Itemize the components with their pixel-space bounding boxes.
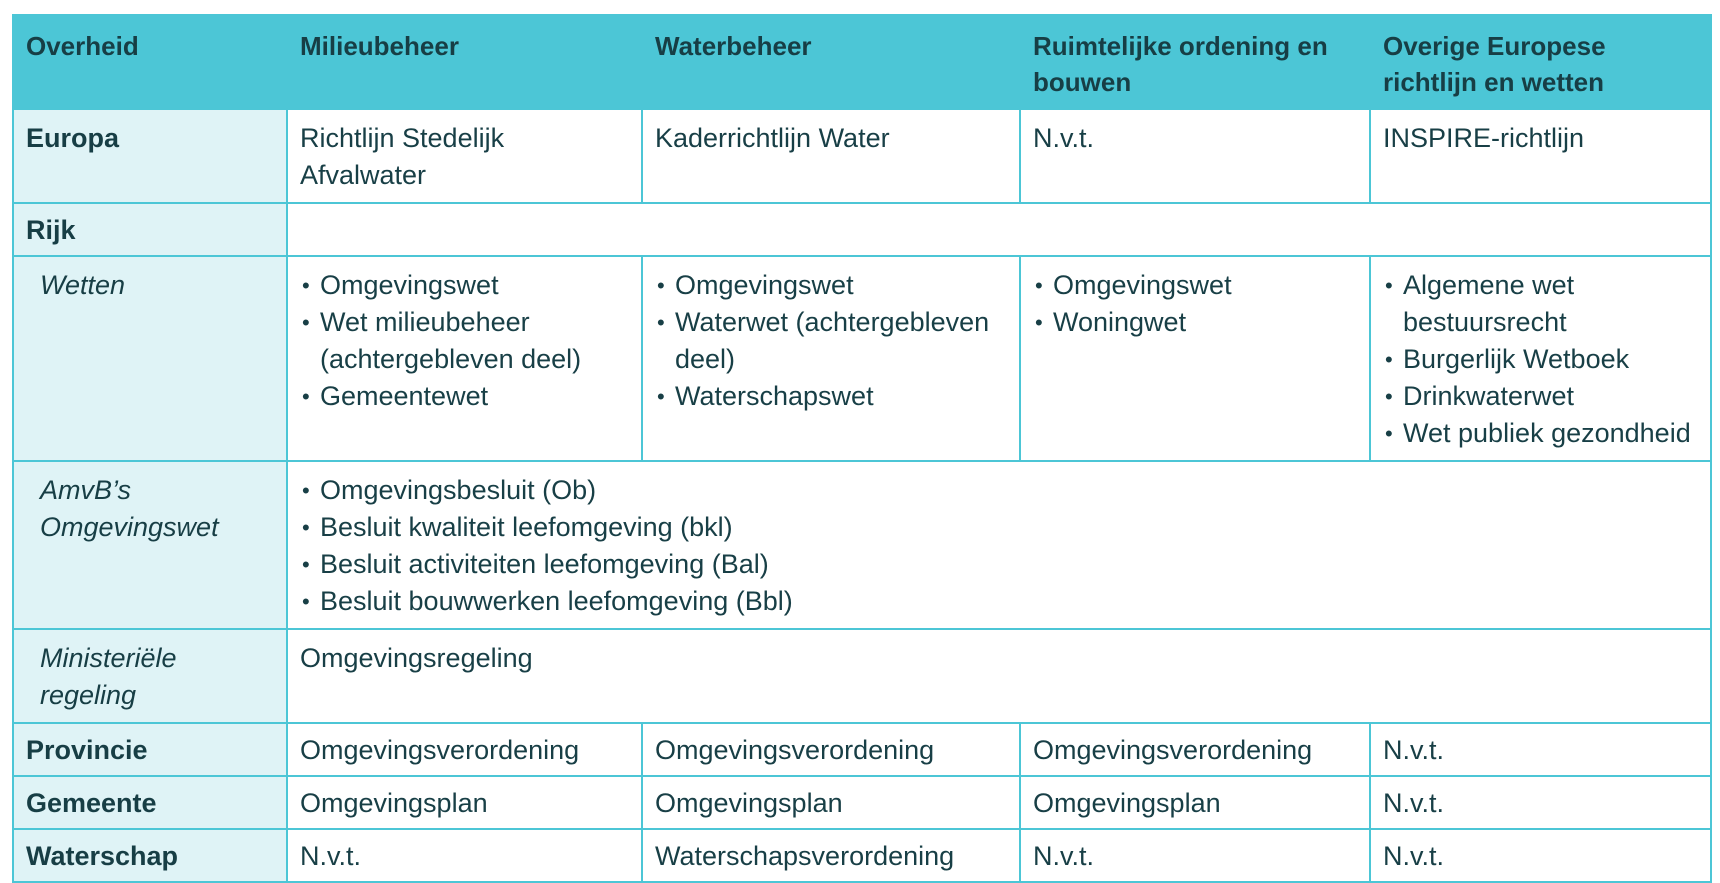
wetten-overig-list [1383, 267, 1696, 452]
header-overheid: Overheid [13, 15, 287, 109]
label-rijk: Rijk [13, 203, 287, 256]
row-ministerieel [13, 629, 1711, 723]
gemeente-overig: N.v.t. [1370, 776, 1711, 829]
wetten-ruimte-list [1033, 267, 1355, 341]
waterschap-water: Waterschapsverordening [642, 829, 1020, 882]
legislation-table-container [12, 14, 1710, 883]
rijk-empty-cell [287, 203, 1711, 256]
gemeente-water: Omgevingsplan [642, 776, 1020, 829]
list-item: • Wet milieubeheer (achtergebleven deel) [300, 304, 627, 378]
gemeente-milieu: Omgevingsplan [287, 776, 642, 829]
row-amvb [13, 461, 1711, 629]
amvb-list [300, 472, 1696, 620]
wetten-overig [1370, 256, 1711, 461]
provincie-ruimte: Omgevingsverordening [1020, 723, 1370, 776]
europa-milieu: Richtlijn Stedelijk Afvalwater [287, 109, 642, 203]
waterschap-overig: N.v.t. [1370, 829, 1711, 882]
list-item: • Waterwet (achtergebleven deel) [655, 304, 1005, 378]
provincie-water: Omgevingsverordening [642, 723, 1020, 776]
europa-overig: INSPIRE-richtlijn [1370, 109, 1711, 203]
gemeente-ruimte: Omgevingsplan [1020, 776, 1370, 829]
provincie-milieu: Omgevingsverordening [287, 723, 642, 776]
waterschap-milieu: N.v.t. [287, 829, 642, 882]
amvb-items [287, 461, 1711, 629]
label-provincie: Provincie [13, 723, 287, 776]
wetten-milieu-list [300, 267, 627, 415]
legislation-table [12, 14, 1712, 883]
europa-water: Kaderrichtlijn Water [642, 109, 1020, 203]
list-item: • Omgevingswet [655, 267, 1005, 304]
row-gemeente [13, 776, 1711, 829]
wetten-milieu [287, 256, 642, 461]
row-wetten [13, 256, 1711, 461]
label-ministerieel: Ministeriële regeling [13, 629, 287, 723]
label-europa: Europa [13, 109, 287, 203]
list-item: • Drinkwaterwet [1383, 378, 1696, 415]
list-item: • Omgevingswet [1033, 267, 1355, 304]
row-rijk [13, 203, 1711, 256]
list-item: • Gemeentewet [300, 378, 627, 415]
list-item: • Wet publiek gezondheid [1383, 415, 1696, 452]
header-milieubeheer: Milieubeheer [287, 15, 642, 109]
list-item: • Omgevingsbesluit (Ob) [300, 472, 1696, 509]
header-waterbeheer: Waterbeheer [642, 15, 1020, 109]
header-row [13, 15, 1711, 109]
list-item: • Burgerlijk Wetboek [1383, 341, 1696, 378]
header-ruimtelijke-ordening: Ruimtelijke ordening en bouwen [1020, 15, 1370, 109]
list-item: • Besluit kwaliteit leefomgeving (bkl) [300, 509, 1696, 546]
list-item: • Omgevingswet [300, 267, 627, 304]
wetten-water [642, 256, 1020, 461]
label-waterschap: Waterschap [13, 829, 287, 882]
label-wetten: Wetten [13, 256, 287, 461]
row-europa [13, 109, 1711, 203]
provincie-overig: N.v.t. [1370, 723, 1711, 776]
list-item: • Algemene wet bestuursrecht [1383, 267, 1696, 341]
row-provincie [13, 723, 1711, 776]
label-gemeente: Gemeente [13, 776, 287, 829]
wetten-ruimte [1020, 256, 1370, 461]
wetten-water-list [655, 267, 1005, 415]
label-amvb: AmvB’s Omgevingswet [13, 461, 287, 629]
list-item: • Woningwet [1033, 304, 1355, 341]
waterschap-ruimte: N.v.t. [1020, 829, 1370, 882]
list-item: • Waterschapswet [655, 378, 1005, 415]
header-overige: Overige Europese richtlijn en wetten [1370, 15, 1711, 109]
list-item: • Besluit activiteiten leefomgeving (Bal) [300, 546, 1696, 583]
list-item: • Besluit bouwwerken leefomgeving (Bbl) [300, 583, 1696, 620]
ministerieel-value: Omgevingsregeling [287, 629, 1711, 723]
row-waterschap [13, 829, 1711, 882]
europa-ruimte: N.v.t. [1020, 109, 1370, 203]
